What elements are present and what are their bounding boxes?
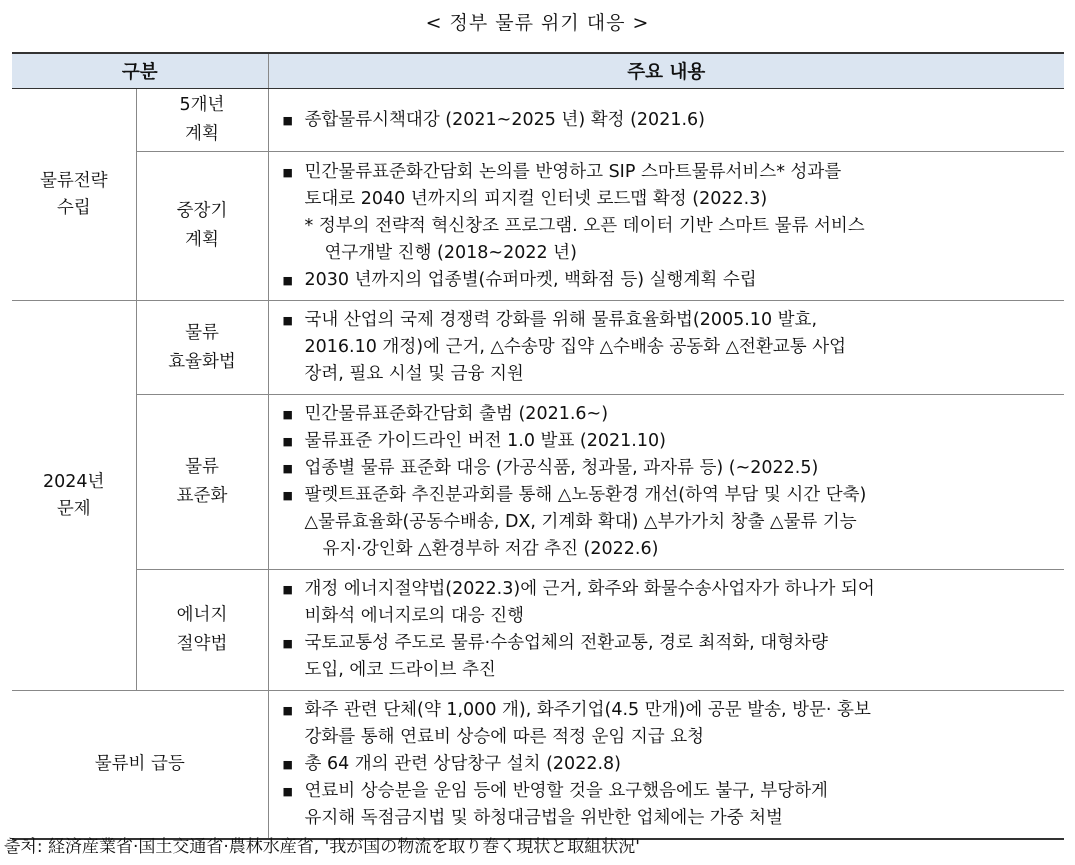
bullet-icon: ■: [282, 758, 293, 771]
bullet-icon: ■: [282, 165, 293, 179]
header-category: 구분: [12, 53, 268, 89]
list-item: ■ 총 64 개의 관련 상담창구 설치 (2022.8): [283, 751, 1057, 778]
list-item: ■ 2030 년까지의 업종별(슈퍼마켓, 백화점 등) 실행계획 수립: [283, 267, 1057, 294]
subcategory-standardization: 물류 표준화: [136, 395, 268, 570]
subcategory-5year: 5개년 계획: [136, 89, 268, 152]
list-item: ■ 국토교통성 주도로 물류·수송업체의 전환교통, 경로 최적화, 대형차량 도입, 에코 드라이브 추진: [283, 630, 1057, 684]
response-table: [12, 52, 1064, 840]
bullet-icon: ■: [282, 408, 293, 421]
bullet-icon: ■: [282, 489, 293, 502]
list-item: ■ 화주 관련 단체(약 1,000 개), 화주기업(4.5 만개)에 공문 발송, 방문· 홍보 강화를 통해 연료비 상승에 따른 적정 운임 지급 요청: [283, 697, 1057, 751]
bullet-icon: ■: [282, 435, 293, 448]
content-cost-surge: [268, 691, 1064, 840]
list-item: ■ 물류표준 가이드라인 버전 1.0 발표 (2021.10): [283, 428, 1057, 455]
bullet-icon: ■: [282, 704, 293, 717]
content-efficiency: [268, 301, 1064, 395]
list-item: ■ 개정 에너지절약법(2022.3)에 근거, 화주와 화물수송사업자가 하나가 되어 비화석 에너지로의 대응 진행: [283, 576, 1057, 630]
category-strategy: 물류전략 수립: [12, 89, 136, 301]
footnote-cont: 연구개발 진행 (2018~2022 년): [324, 242, 577, 263]
content-energy: [268, 570, 1064, 691]
content-5year: [268, 89, 1064, 152]
header-content: 주요 내용: [268, 53, 1064, 89]
subcategory-energy: 에너지 절약법: [136, 570, 268, 691]
content-standardization: [268, 395, 1064, 570]
category-cost-surge: 물류비 급등: [12, 691, 268, 840]
subcategory-efficiency: 물류 효율화법: [136, 301, 268, 395]
bullet-icon: ■: [282, 785, 293, 798]
bullet-icon: ■: [282, 113, 293, 127]
bullet-icon: ■: [282, 583, 293, 596]
source-note: 출처: 経済産業省·国土交通省·農林水産省, '我が国の物流を取り巻く現状と取組状況': [4, 837, 640, 857]
bullet-icon: ■: [282, 273, 293, 287]
bullet-icon: ■: [282, 462, 293, 475]
list-item: ■ 민간물류표준화간담회 출범 (2021.6~): [283, 401, 1057, 428]
list-item: ■ 업종별 물류 표준화 대응 (가공식품, 청과물, 과자류 등) (~2022.5): [283, 455, 1057, 482]
content-midlong: [268, 152, 1064, 301]
subcategory-midlong: 중장기 계획: [136, 152, 268, 301]
list-item: ■ 종합물류시책대강 (2021~2025 년) 확정 (2021.6): [283, 107, 1057, 134]
list-item: ■ 민간물류표준화간담회 논의를 반영하고 SIP 스마트물류서비스* 성과를 토대로 2040 년까지의 피지컬 인터넷 로드맵 확정 (2022.3): [283, 159, 1057, 213]
list-item: ■ 국내 산업의 국제 경쟁력 강화를 위해 물류효율화법(2005.10 발효, 2016.10 개정)에 근거, △수송망 집약 △수배송 공동화 △전환교통 사업 장려, 필요 시설 및 금융 지원: [283, 307, 1057, 388]
bullet-icon: ■: [282, 314, 293, 327]
category-2024: 2024년 문제: [12, 301, 136, 691]
list-item: ■ 팔렛트표준화 추진분과회를 통해 △노동환경 개선(하역 부담 및 시간 단축) △물류효율화(공동수배송, DX, 기계화 확대) △부가가치 창출 △물류 기능 유지·강인화 △환경부하 저감 추진 (2022.6): [283, 482, 1057, 563]
footnote: * 정부의 전략적 혁신창조 프로그램. 오픈 데이터 기반 스마트 물류 서비스: [304, 215, 865, 236]
table-title: < 정부 물류 위기 대응 >: [425, 12, 650, 34]
list-item: ■ 연료비 상승분을 운임 등에 반영할 것을 요구했음에도 불구, 부당하게 유지해 독점금지법 및 하청대금법을 위반한 업체에는 가중 처벌: [283, 778, 1057, 832]
bullet-icon: ■: [282, 637, 293, 650]
